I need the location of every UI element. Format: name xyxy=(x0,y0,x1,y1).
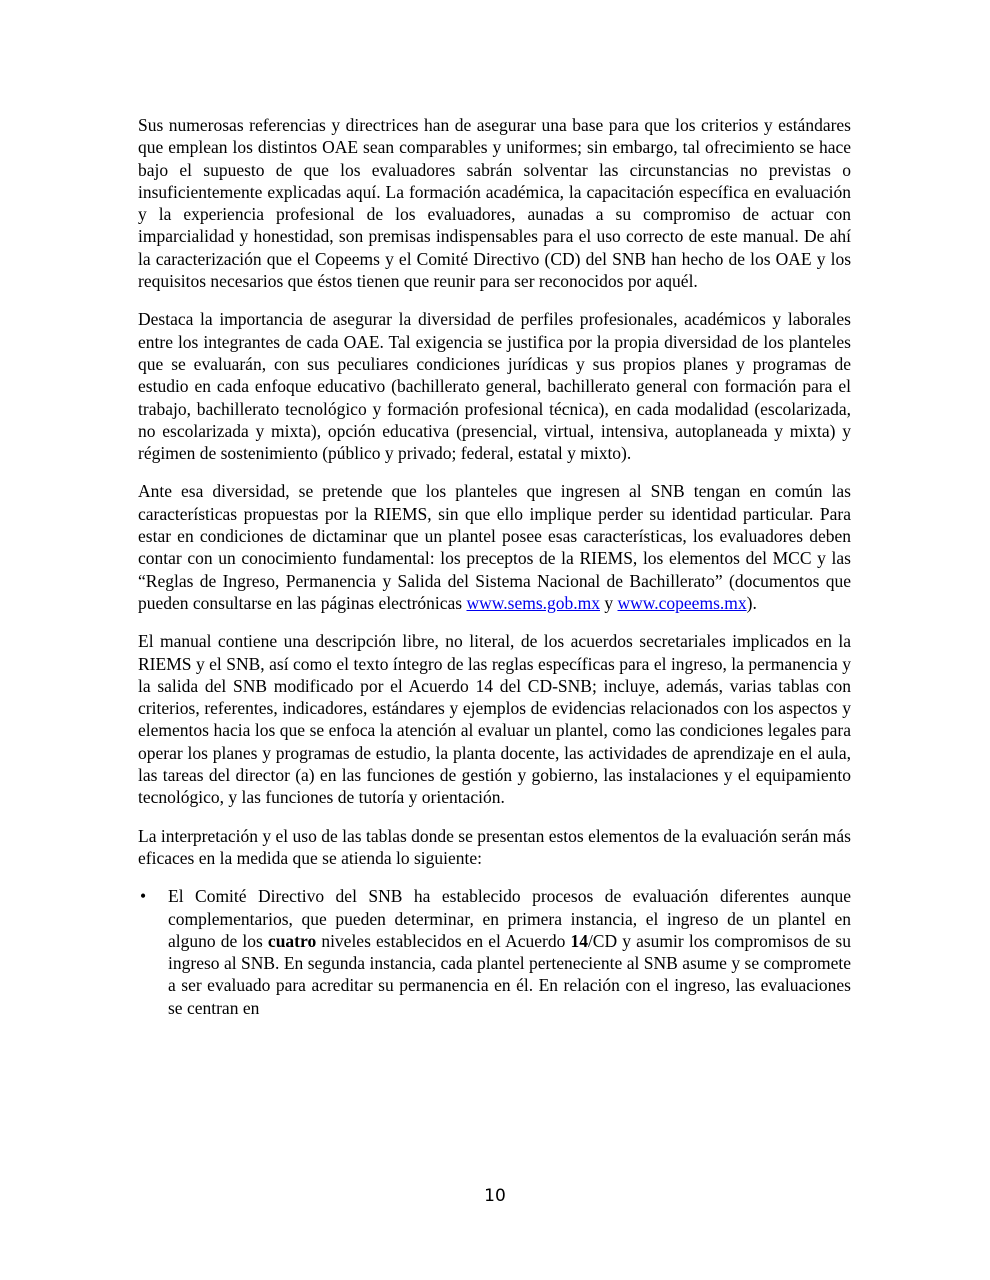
paragraph-4: El manual contiene una descripción libre, no literal, de los acuerdos secretariales implicados en la RIEMS y el SNB, así como el texto íntegro de las reglas específicas para el ingreso, la permanencia y la salida del SNB modificado por el Acuerdo 14 del CD-SNB; incluye, además, varias tablas con criterios, referentes, indicadores, estándares y ejemplos de evidencias relacionados con los aspectos y elementos hacia los que se enfoca la atención al evaluar un plantel, como las condiciones legales para operar los planes y programas de estudio, la planta docente, las actividades de aprendizaje en el aula, las tareas del director (a) en las funciones de gestión y gobierno, las instalaciones y el equipamiento tecnológico, y las funciones de tutoría y orientación. xyxy=(138,631,851,808)
sems-link[interactable]: www.sems.gob.mx xyxy=(466,592,600,613)
document-body xyxy=(138,114,851,1019)
paragraph-5: La interpretación y el uso de las tablas donde se presentan estos elementos de la evaluación serán más eficaces en la medida que se atienda lo siguiente: xyxy=(138,825,851,868)
bullet-text-2: niveles establecidos en el Acuerdo xyxy=(316,930,571,951)
page-number: 10 xyxy=(484,1186,506,1206)
paragraph-1: Sus numerosas referencias y directrices han de asegurar una base para que los criterios y estándares que emplean los distintos OAE sean comparables y uniformes; sin embargo, tal ofrecimiento se hace bajo el supuesto de que los evaluadores sabrán solventar las circunstancias no previstas o insuficientemente explicadas aquí. La formación académica, la capacitación específica en evaluación y la experiencia profesional de los evaluadores, aunadas a su compromiso de actuar con imparcialidad y honestidad, son premisas indispensables para el uso correcto de este manual. De ahí la caracterización que el Copeems y el Comité Directivo (CD) del SNB han hecho de los OAE y los requisitos necesarios que éstos tienen que reunir para ser reconocidos por aquél. xyxy=(138,115,851,292)
copeems-link[interactable]: www.copeems.mx xyxy=(617,592,747,613)
bullet-icon: • xyxy=(140,886,147,907)
bullet-text-1: El Comité Directivo del SNB ha establecido procesos de evaluación diferentes aunque complementarios, que pueden determinar, en primera instancia, el ingreso de un plantel en alguno de los xyxy=(168,886,851,951)
bullet-item xyxy=(138,885,851,1019)
bullet-bold-cuatro: cuatro xyxy=(267,930,317,951)
paragraph-3 xyxy=(138,480,851,614)
paragraph-2: Destaca la importancia de asegurar la diversidad de perfiles profesionales, académicos y laborales entre los integrantes de cada OAE. Tal exigencia se justifica por la propia diversidad de los planteles que se evaluarán, con sus peculiares condiciones jurídicas y sus propios planes y programas de estudio en cada enfoque educativo (bachillerato general, bachillerato general con formación para el trabajo, bachillerato tecnológico y formación profesional técnica), en cada modalidad (escolarizada, no escolarizada y mixta), opción educativa (presencial, virtual, intensiva, autoplaneada y mixta) y régimen de sostenimiento (público y privado; federal, estatal y mixto). xyxy=(138,309,851,464)
bullet-text-3: /CD y asumir los compromisos de su ingreso al SNB. En segunda instancia, cada plantel perteneciente al SNB asume y se compromete a ser evaluado para acreditar su permanencia en él. En relación con el ingreso, las evaluaciones se centran en xyxy=(168,930,851,1018)
link-separator: y xyxy=(600,592,618,613)
paragraph-3-end: ). xyxy=(746,592,757,613)
bullet-bold-14: 14 xyxy=(570,930,588,951)
paragraph-3-text: Ante esa diversidad, se pretende que los planteles que ingresen al SNB tengan en común las características propuestas por la RIEMS, sin que ello implique perder su identidad particular. Para estar en condiciones de dictaminar que un plantel posee esas características, los evaluadores deben contar con un conocimiento fundamental: los preceptos de la RIEMS, los elementos del MCC y las “Reglas de Ingreso, Permanencia y Salida del Sistema Nacional de Bachillerato” (documentos que pueden consultarse en las páginas electrónicas xyxy=(138,481,851,613)
